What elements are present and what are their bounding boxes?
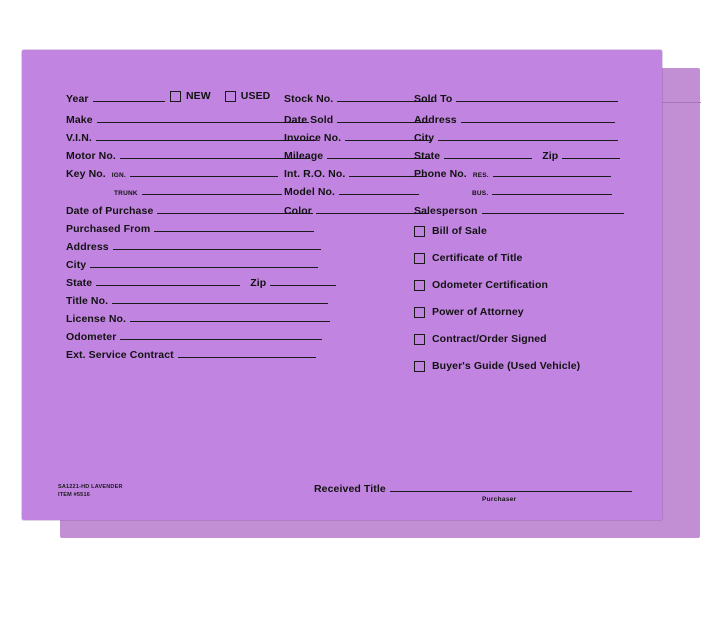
checkbox-power-of-attorney[interactable] [414,307,425,318]
field-purchased-state-label: State [66,277,93,289]
envelope-front-face [22,50,662,520]
field-received-title-rule[interactable] [390,480,632,492]
checklist-item-label: Contract/Order Signed [432,333,547,345]
sku-code-line-1: SA1221-HD LAVENDER [58,484,123,490]
field-color[interactable] [284,202,428,217]
field-year-rule[interactable] [93,90,165,102]
field-date-of-purchase-label: Date of Purchase [66,205,154,217]
field-make-label: Make [66,114,93,126]
field-purchased-from-rule[interactable] [154,220,314,232]
field-title-no-label: Title No. [66,295,109,307]
checkbox-used[interactable] [225,91,236,102]
checklist-item-label: Certificate of Title [432,252,523,264]
checkbox-new[interactable] [170,91,181,102]
field-phone-bus[interactable] [472,183,612,200]
field-phone-res-rule[interactable] [493,165,611,177]
field-sold-to-rule[interactable] [456,90,618,102]
field-phone-bus-label: BUS. [472,190,489,197]
field-invoice-no-label: Invoice No. [284,132,342,144]
field-color-rule[interactable] [316,202,428,214]
field-sold-to[interactable] [414,90,618,105]
field-purchased-city-rule[interactable] [90,256,318,268]
field-int-ro-no-label: Int. R.O. No. [284,168,346,180]
checklist-item-buyers-guide[interactable] [414,360,580,372]
field-purchased-from-label: Purchased From [66,223,151,235]
field-purchased-address-rule[interactable] [113,238,321,250]
field-license-no-label: License No. [66,313,127,325]
field-motor-no-rule[interactable] [120,147,310,159]
field-phone-no-label: Phone No. [414,168,467,180]
field-stock-no[interactable] [284,90,433,105]
field-color-label: Color [284,205,312,217]
field-date-of-purchase[interactable] [66,202,313,217]
field-key-trunk-rule[interactable] [142,183,282,195]
checklist-item-odometer-certification[interactable] [414,279,548,291]
field-purchased-state-rule[interactable] [96,274,240,286]
checklist-item-label: Power of Attorney [432,306,524,318]
field-key-no-trunk[interactable] [114,183,282,200]
field-odometer[interactable] [66,328,322,343]
field-sold-to-label: Sold To [414,93,453,105]
checkbox-certificate-of-title[interactable] [414,253,425,264]
field-int-ro-no[interactable] [284,165,427,180]
field-key-ign-label: IGN. [111,172,126,179]
field-year-label: Year [66,93,89,105]
field-title-no-rule[interactable] [112,292,328,304]
field-motor-no[interactable] [66,147,310,162]
field-key-no-label: Key No. [66,168,106,180]
checkbox-bill-of-sale[interactable] [414,226,425,237]
field-purchased-from[interactable] [66,220,314,235]
field-buyer-state-rule[interactable] [444,147,532,159]
field-buyer-city-rule[interactable] [438,129,618,141]
field-phone-res[interactable] [414,165,611,182]
field-purchased-state[interactable] [66,274,336,289]
field-license-no[interactable] [66,310,330,325]
checklist-item-label: Buyer's Guide (Used Vehicle) [432,360,581,372]
field-ext-service-contract-label: Ext. Service Contract [66,349,174,361]
field-received-title[interactable] [314,480,632,495]
field-vin-rule[interactable] [96,129,316,141]
field-motor-no-label: Motor No. [66,150,116,162]
field-buyer-city-label: City [414,132,435,144]
checkbox-contract-order-signed[interactable] [414,334,425,345]
field-purchased-zip-rule[interactable] [270,274,336,286]
field-model-no[interactable] [284,183,419,198]
field-purchased-city-label: City [66,259,87,271]
field-ext-service-contract-rule[interactable] [178,346,316,358]
field-model-no-label: Model No. [284,186,336,198]
checklist-item-label: Bill of Sale [432,225,487,237]
field-buyer-address-rule[interactable] [461,111,615,123]
field-key-trunk-label: TRUNK [114,190,138,197]
field-invoice-no[interactable] [284,129,431,144]
field-title-no[interactable] [66,292,328,307]
field-purchased-zip-label: Zip [250,277,267,289]
field-vin-label: V.I.N. [66,132,92,144]
checklist-item-contract-order-signed[interactable] [414,333,547,345]
field-buyer-city[interactable] [414,129,618,144]
field-license-no-rule[interactable] [130,310,330,322]
deal-jacket-form [22,50,662,520]
field-date-sold-label: Date Sold [284,114,334,126]
purchaser-caption: Purchaser [482,496,517,503]
field-buyer-zip-label: Zip [542,150,559,162]
field-model-no-rule[interactable] [339,183,419,195]
field-purchased-address[interactable] [66,238,321,253]
checkbox-new-label: NEW [186,90,211,102]
checkbox-odometer-certification[interactable] [414,280,425,291]
field-make[interactable] [66,111,309,126]
field-year[interactable] [66,90,165,105]
field-buyer-state[interactable] [414,147,620,162]
field-received-title-label: Received Title [314,483,386,495]
field-date-sold[interactable] [284,111,429,126]
field-phone-bus-rule[interactable] [492,183,612,195]
field-key-ign-rule[interactable] [130,165,278,177]
field-salesperson-rule[interactable] [482,202,624,214]
field-buyer-address-label: Address [414,114,457,126]
field-mileage[interactable] [284,147,431,162]
field-vin[interactable] [66,129,316,144]
checklist-item-label: Odometer Certification [432,279,548,291]
field-key-no-ign[interactable] [66,165,278,182]
field-odometer-rule[interactable] [120,328,322,340]
field-mileage-label: Mileage [284,150,324,162]
field-purchased-city[interactable] [66,256,318,271]
field-ext-service-contract[interactable] [66,346,316,361]
field-make-rule[interactable] [97,111,309,123]
checkbox-buyers-guide[interactable] [414,361,425,372]
field-buyer-state-label: State [414,150,441,162]
field-salesperson-label: Salesperson [414,205,478,217]
field-purchased-address-label: Address [66,241,109,253]
checkbox-used-label: USED [240,90,271,102]
field-buyer-zip-rule[interactable] [562,147,620,159]
field-buyer-address[interactable] [414,111,615,126]
checklist-item-bill-of-sale[interactable] [414,225,487,237]
field-salesperson[interactable] [414,202,624,217]
checklist-item-power-of-attorney[interactable] [414,306,524,318]
field-phone-res-label: RES. [472,172,489,179]
field-stock-no-label: Stock No. [284,93,334,105]
checklist-item-certificate-of-title[interactable] [414,252,523,264]
new-used-group[interactable] [170,90,270,102]
sku-code-line-2: ITEM #5516 [58,492,90,498]
field-odometer-label: Odometer [66,331,117,343]
